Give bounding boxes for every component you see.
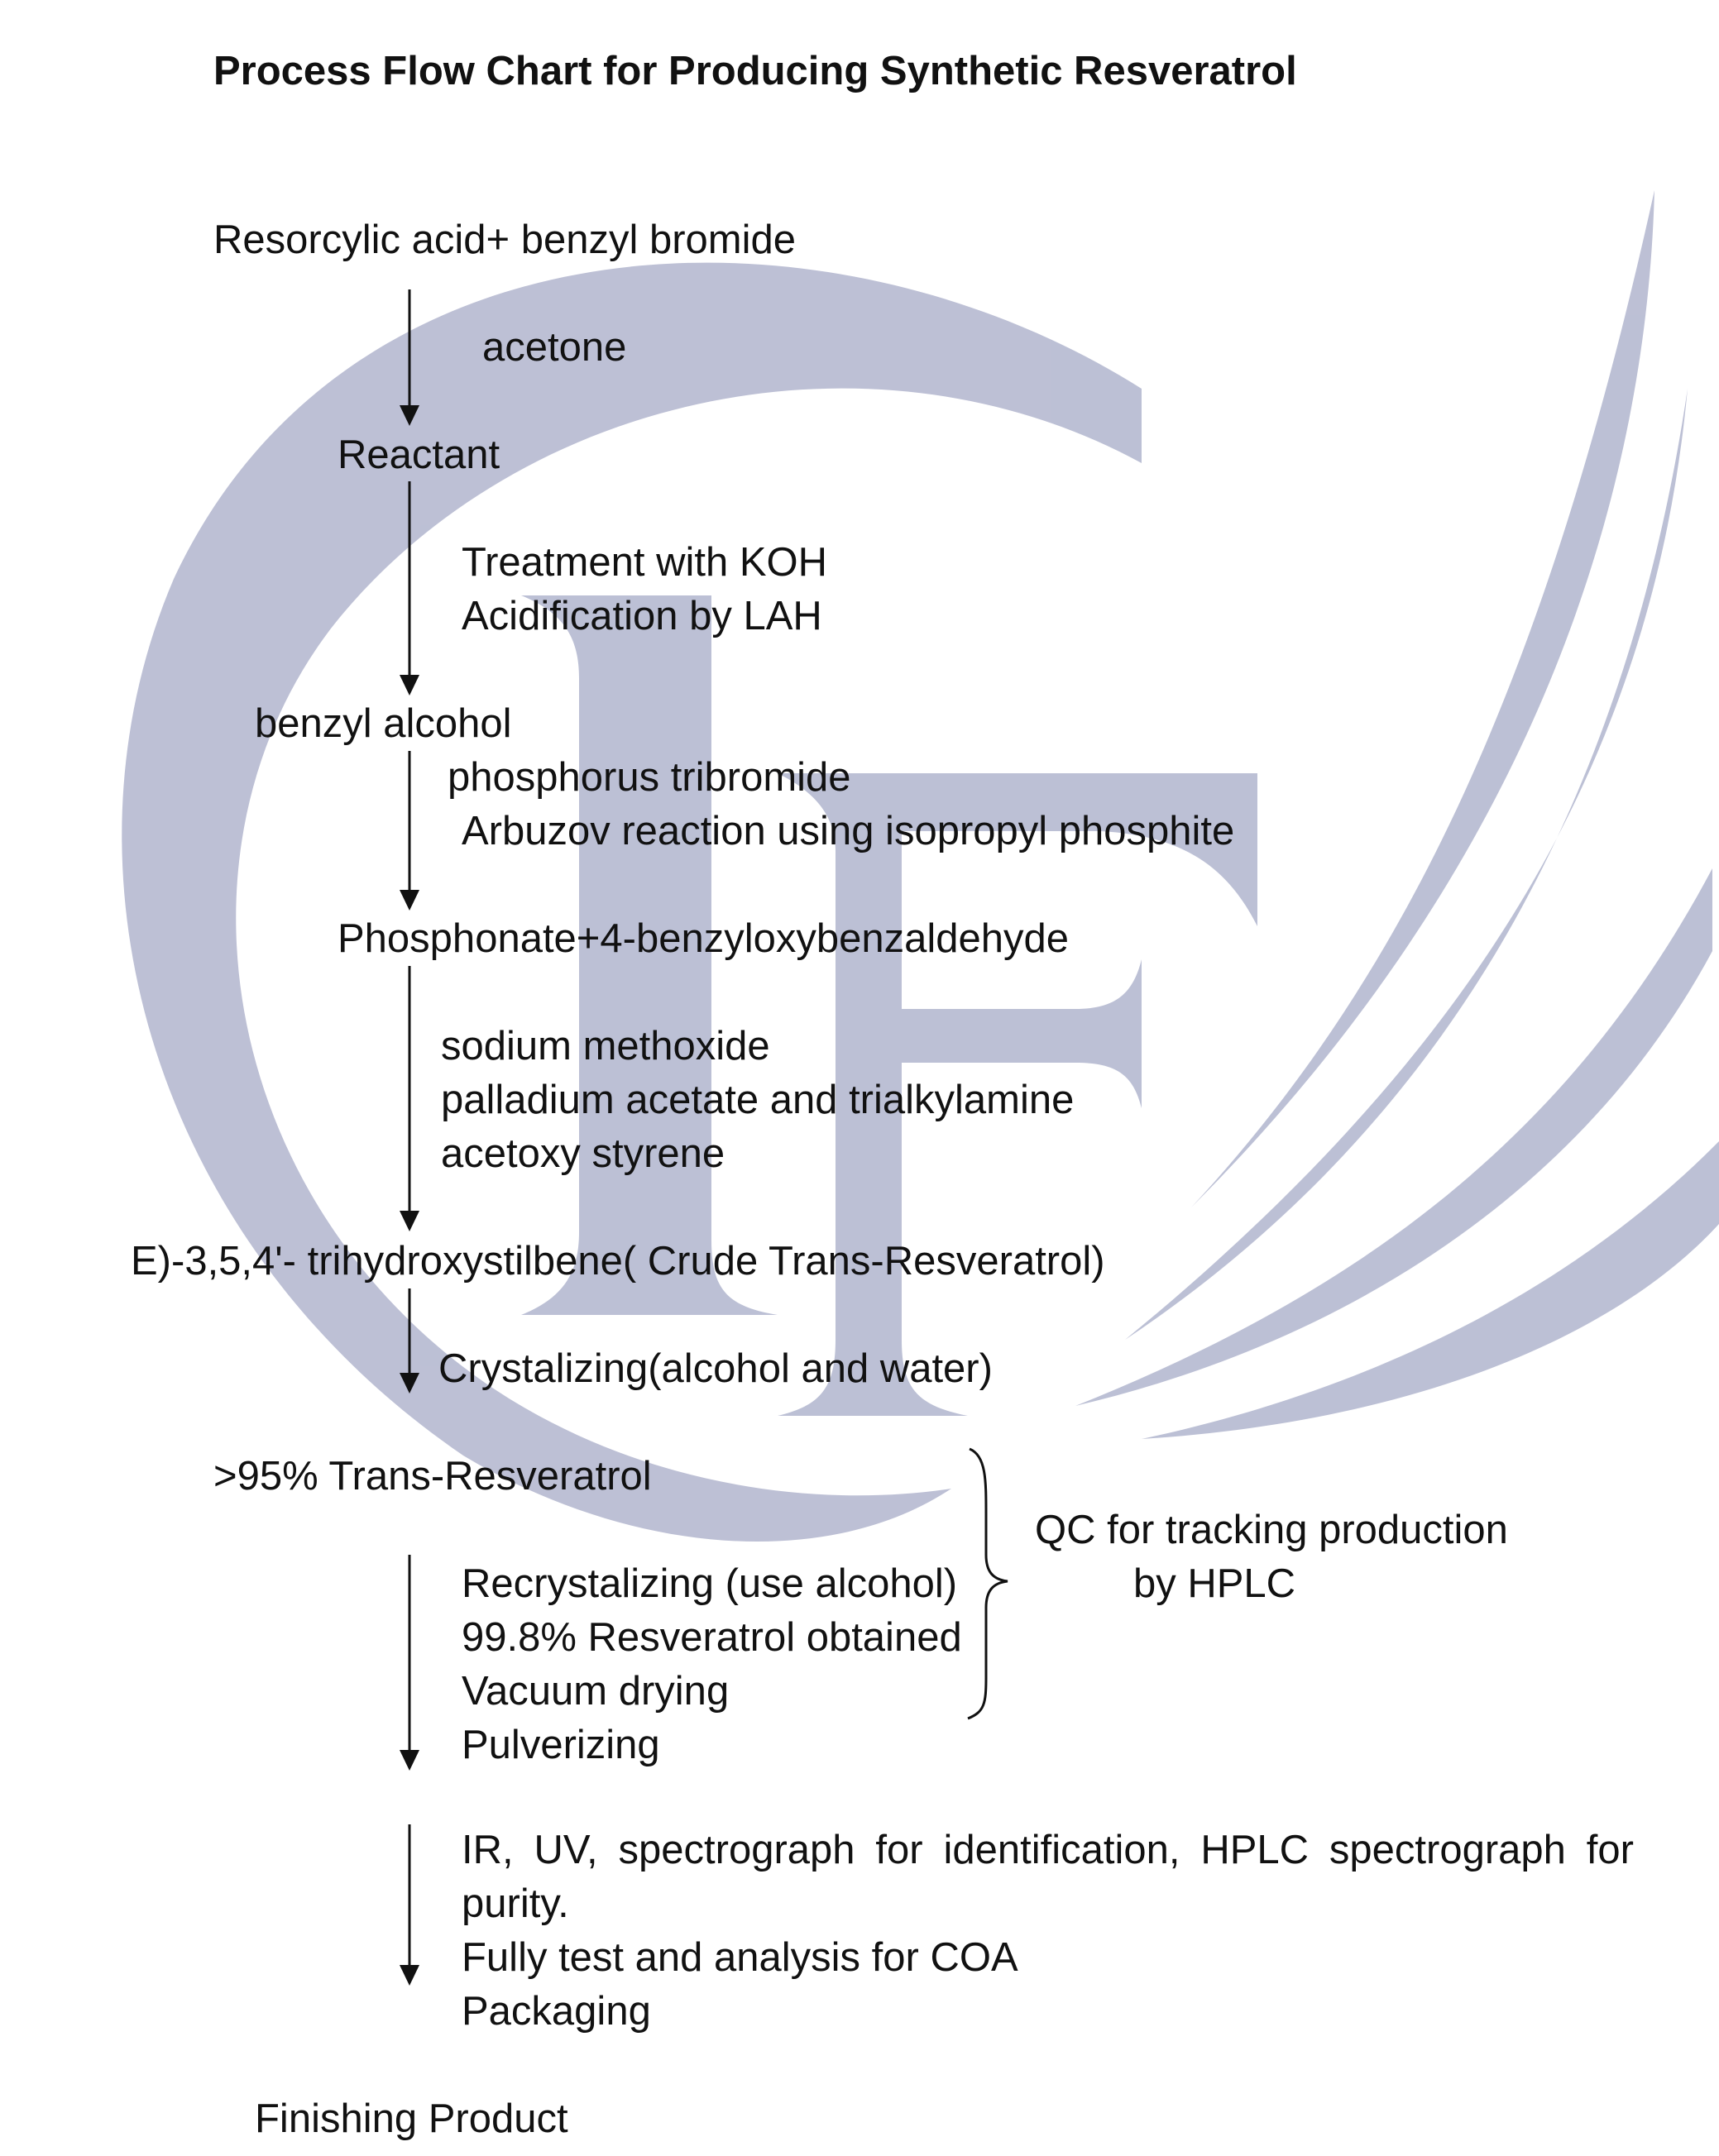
node-trans95: >95% Trans-Resveratrol — [213, 1454, 652, 1499]
arrowhead-3 — [400, 890, 419, 911]
arrowhead-2 — [400, 675, 419, 696]
step5-label: Crystalizing(alcohol and water) — [438, 1346, 993, 1391]
step6-label-2: 99.8% Resveratrol obtained — [462, 1615, 962, 1660]
step6-label-1: Recrystalizing (use alcohol) — [462, 1561, 958, 1606]
arrowhead-6 — [400, 1750, 419, 1771]
step4-label-3: acetoxy styrene — [441, 1131, 725, 1176]
qc-brace — [968, 1449, 1008, 1719]
node-finish: Finishing Product — [255, 2096, 568, 2141]
step1-label: acetone — [482, 325, 627, 370]
node-crude-trans-resveratrol: E)-3,5,4'- trihydroxystilbene( Crude Trans-Resveratrol) — [131, 1239, 1105, 1284]
page-title: Process Flow Chart for Producing Synthetic Resveratrol — [213, 49, 1297, 93]
step7-label-3: Packaging — [462, 1989, 651, 2034]
step7-label-1: IR, UV, spectrograph for identification, HPLC spectrograph for — [462, 1828, 1634, 1872]
step6-label-4: Pulverizing — [462, 1723, 660, 1767]
step2-label-1: Treatment with KOH — [462, 540, 828, 585]
node-benzyl-alcohol: benzyl alcohol — [255, 701, 512, 746]
arrowhead-1 — [400, 405, 419, 426]
node-start: Resorcylic acid+ benzyl bromide — [213, 218, 796, 262]
arrowhead-7 — [400, 1965, 419, 1986]
arrowhead-4 — [400, 1211, 419, 1231]
step3-label-1: phosphorus tribromide — [448, 755, 851, 800]
node-phosphonate: Phosphonate+4-benzyloxybenzaldehyde — [338, 916, 1070, 961]
step3-label-2: Arbuzov reaction using isopropyl phosphite — [462, 809, 1235, 853]
node-reactant: Reactant — [338, 433, 500, 477]
qc-note-line1: QC for tracking production — [1035, 1508, 1508, 1552]
step2-label-2: Acidification by LAH — [462, 594, 822, 638]
qc-note-line2: by HPLC — [1133, 1561, 1296, 1606]
step4-label-1: sodium methoxide — [441, 1024, 770, 1068]
step4-label-2: palladium acetate and trialkylamine — [441, 1078, 1075, 1122]
step7-label-2: Fully test and analysis for COA — [462, 1935, 1018, 1980]
arrowhead-5 — [400, 1373, 419, 1394]
step7-label-1-cont: purity. — [462, 1881, 569, 1926]
step6-label-3: Vacuum drying — [462, 1669, 730, 1714]
